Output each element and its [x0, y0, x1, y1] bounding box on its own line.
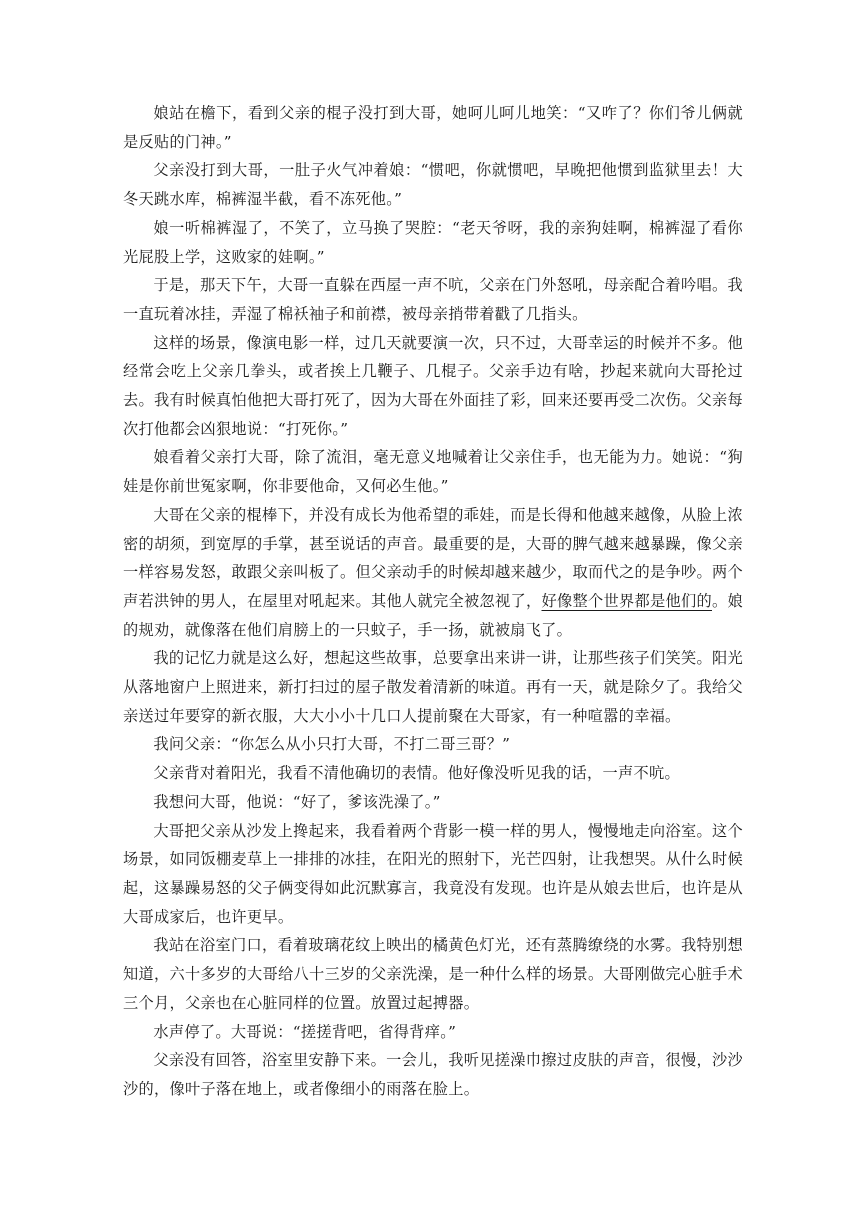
paragraph-8: 我的记忆力就是这么好，想起这些故事，总要拿出来讲一讲，让那些孩子们笑笑。阳光从落地窗户上照进来，新打扫过的屋子散发着清新的味道。再有一天，就是除夕了。我给父亲送过年要穿的新衣服，大大小小十几口人提前聚在大哥家，有一种喧嚣的幸福。 — [123, 649, 743, 725]
paragraph-3: 娘一听棉裤湿了，不笑了，立马换了哭腔：“老天爷呀，我的亲狗娃啊，棉裤湿了看你光屁股上学，这败家的娃啊。” — [123, 218, 743, 266]
paragraph-10: 父亲背对着阳光，我看不清他确切的表情。他好像没听见我的话，一声不吭。 — [153, 764, 680, 783]
paragraph-11: 我想问大哥，他说：“好了，爹该洗澡了。” — [153, 792, 441, 811]
document-body — [123, 99, 743, 1104]
paragraph-2: 父亲没打到大哥，一肚子火气冲着娘：“惯吧，你就惯吧，早晚把他惯到监狱里去！大冬天跳水库，棉裤湿半截，看不冻死他。” — [123, 161, 743, 209]
paragraph-13: 我站在浴室门口，看着玻璃花纹上映出的橘黄色灯光，还有蒸腾缭绕的水雾。我特别想知道，六十多岁的大哥给八十三岁的父亲洗澡，是一种什么样的场景。大哥刚做完心脏手术三个月，父亲也在心脏同样的位置。放置过起搏器。 — [123, 936, 743, 1012]
paragraph-7 — [123, 501, 743, 645]
paragraph-14: 水声停了。大哥说：“搓搓背吧，省得背痒。” — [153, 1022, 457, 1041]
paragraph-9: 我问父亲：“你怎么从小只打大哥，不打二哥三哥？” — [153, 735, 511, 754]
underlined-phrase: 好像整个世界都是他们的 — [541, 591, 712, 610]
paragraph-15: 父亲没有回答，浴室里安静下来。一会儿，我听见搓澡巾擦过皮肤的声音，很慢，沙沙沙的，像叶子落在地上，或者像细小的雨落在脸上。 — [123, 1051, 743, 1098]
paragraph-12: 大哥把父亲从沙发上搀起来，我看着两个背影一模一样的男人，慢慢地走向浴室。这个场景，如同饭棚麦草上一排排的冰挂，在阳光的照射下，光芒四射，让我想哭。从什么时候起，这暴躁易怒的父子俩变得如此沉默寡言，我竟没有发现。也许是从娘去世后，也许是从大哥成家后，也许更早。 — [123, 821, 743, 926]
paragraph-4: 于是，那天下午，大哥一直躲在西屋一声不吭，父亲在门外怒吼，母亲配合着吟唱。我一直玩着冰挂，弄湿了棉袄袖子和前襟，被母亲捎带着戳了几指头。 — [123, 276, 743, 323]
paragraph-1: 娘站在檐下，看到父亲的棍子没打到大哥，她呵儿呵儿地笑：“又咋了？你们爷儿俩就是反贴的门神。” — [123, 104, 743, 151]
paragraph-7-text-before: 大哥在父亲的棍棒下，并没有成长为他希望的乖娃，而是长得和他越来越像，从脸上浓密的胡须，到宽厚的手掌，甚至说话的声音。最重要的是，大哥的脾气越来越暴躁，像父亲一样容易发怒，敢跟父亲叫板了。但父亲动手的时候却越来越少，取而代之的是争吵。两个声若洪钟的男人，在屋里对吼起来。其他人就完全被忽视了， — [123, 505, 743, 610]
paragraph-5: 这样的场景，像演电影一样，过几天就要演一次，只不过，大哥幸运的时候并不多。他经常会吃上父亲几拳头，或者挨上几鞭子、几棍子。父亲手边有啥，抄起来就向大哥抡过去。我有时候真怕他把大哥打死了，因为大哥在外面挂了彩，回来还要再受二次伤。父亲每次打他都会凶狠地说：“打死你。” — [123, 333, 743, 438]
paragraph-7-text-after: 。娘的规劝，就像落在他们肩膀上的一只蚊子，手一扬，就被扇飞了。 — [123, 591, 743, 639]
paragraph-6: 娘看着父亲打大哥，除了流泪，毫无意义地喊着让父亲住手，也无能为力。她说：“狗娃是你前世冤家啊，你非要他命，又何必生他。” — [123, 448, 743, 496]
